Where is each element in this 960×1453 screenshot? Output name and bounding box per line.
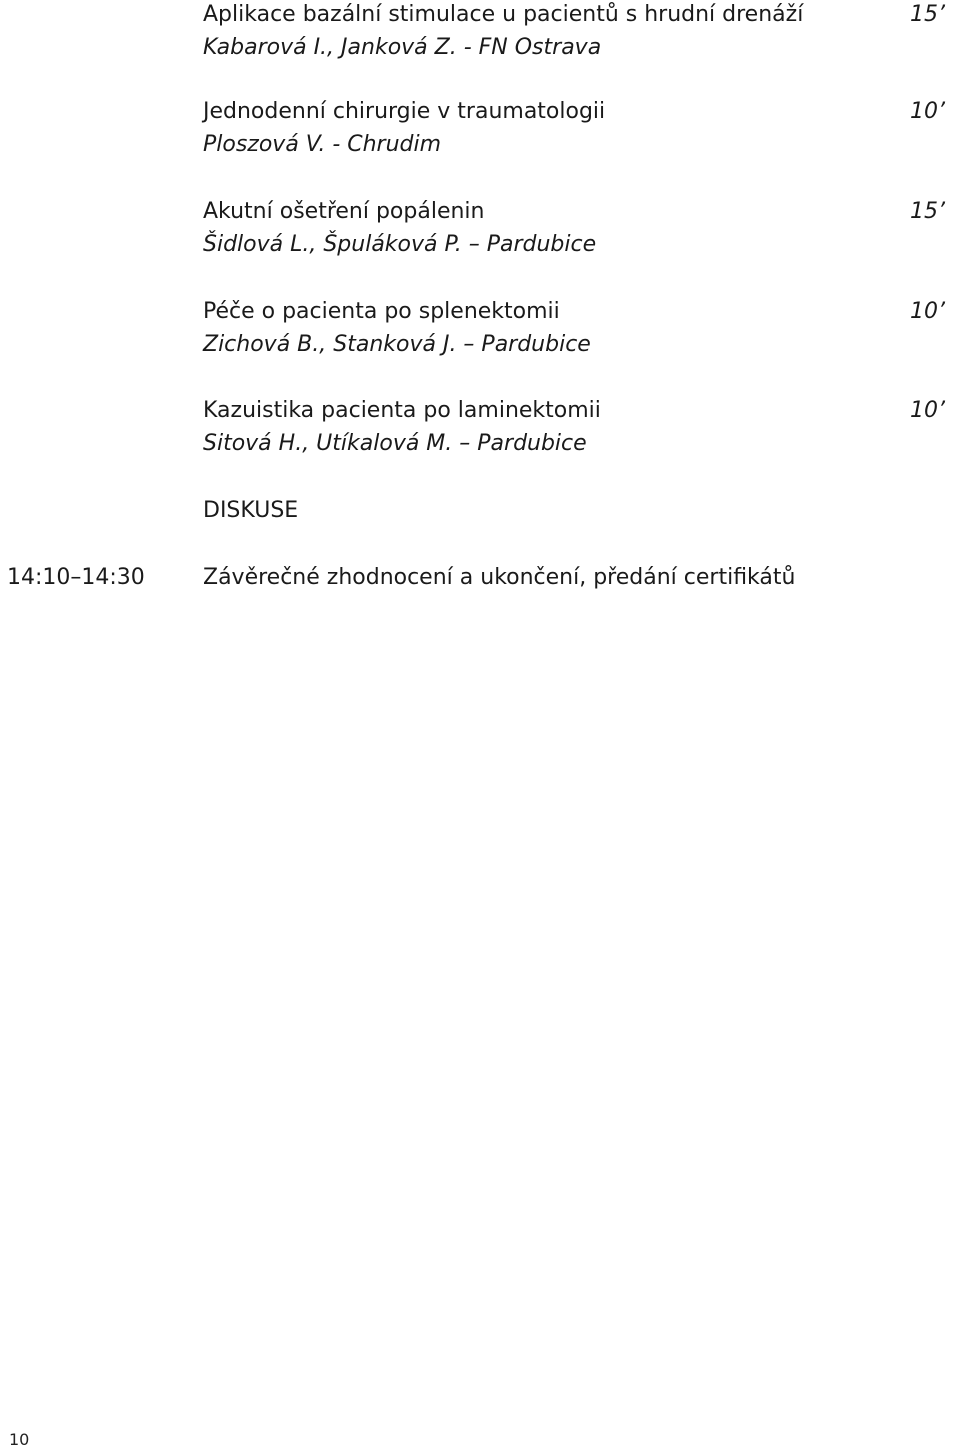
discussion-heading: DISKUSE [203, 498, 299, 523]
talk-title: Jednodenní chirurgie v traumatologii [203, 99, 606, 124]
talk-authors: Sitová H., Utíkalová M. – Pardubice [203, 431, 587, 456]
talk-title: Kazuistika pacienta po laminektomii [203, 398, 601, 423]
talk-authors: Kabarová I., Janková Z. - FN Ostrava [203, 35, 602, 60]
talk-duration: 10’ [910, 99, 945, 124]
talk-duration: 15’ [910, 199, 945, 224]
talk-authors: Zichová B., Stanková J. – Pardubice [203, 332, 591, 357]
talk-title: Akutní ošetření popálenin [203, 199, 485, 224]
talk-duration: 10’ [910, 299, 945, 324]
page-number: 10 [9, 1430, 30, 1449]
closing-title: Závěrečné zhodnocení a ukončení, předání certifikátů [203, 565, 796, 590]
talk-title: Péče o pacienta po splenektomii [203, 299, 560, 324]
closing-time: 14:10–14:30 [7, 565, 145, 590]
talk-authors: Ploszová V. - Chrudim [203, 132, 442, 157]
talk-authors: Šidlová L., Špuláková P. – Pardubice [203, 232, 597, 257]
talk-duration: 10’ [910, 398, 945, 423]
talk-title: Aplikace bazální stimulace u pacientů s hrudní drenáží [203, 2, 804, 27]
talk-duration: 15’ [910, 2, 945, 27]
